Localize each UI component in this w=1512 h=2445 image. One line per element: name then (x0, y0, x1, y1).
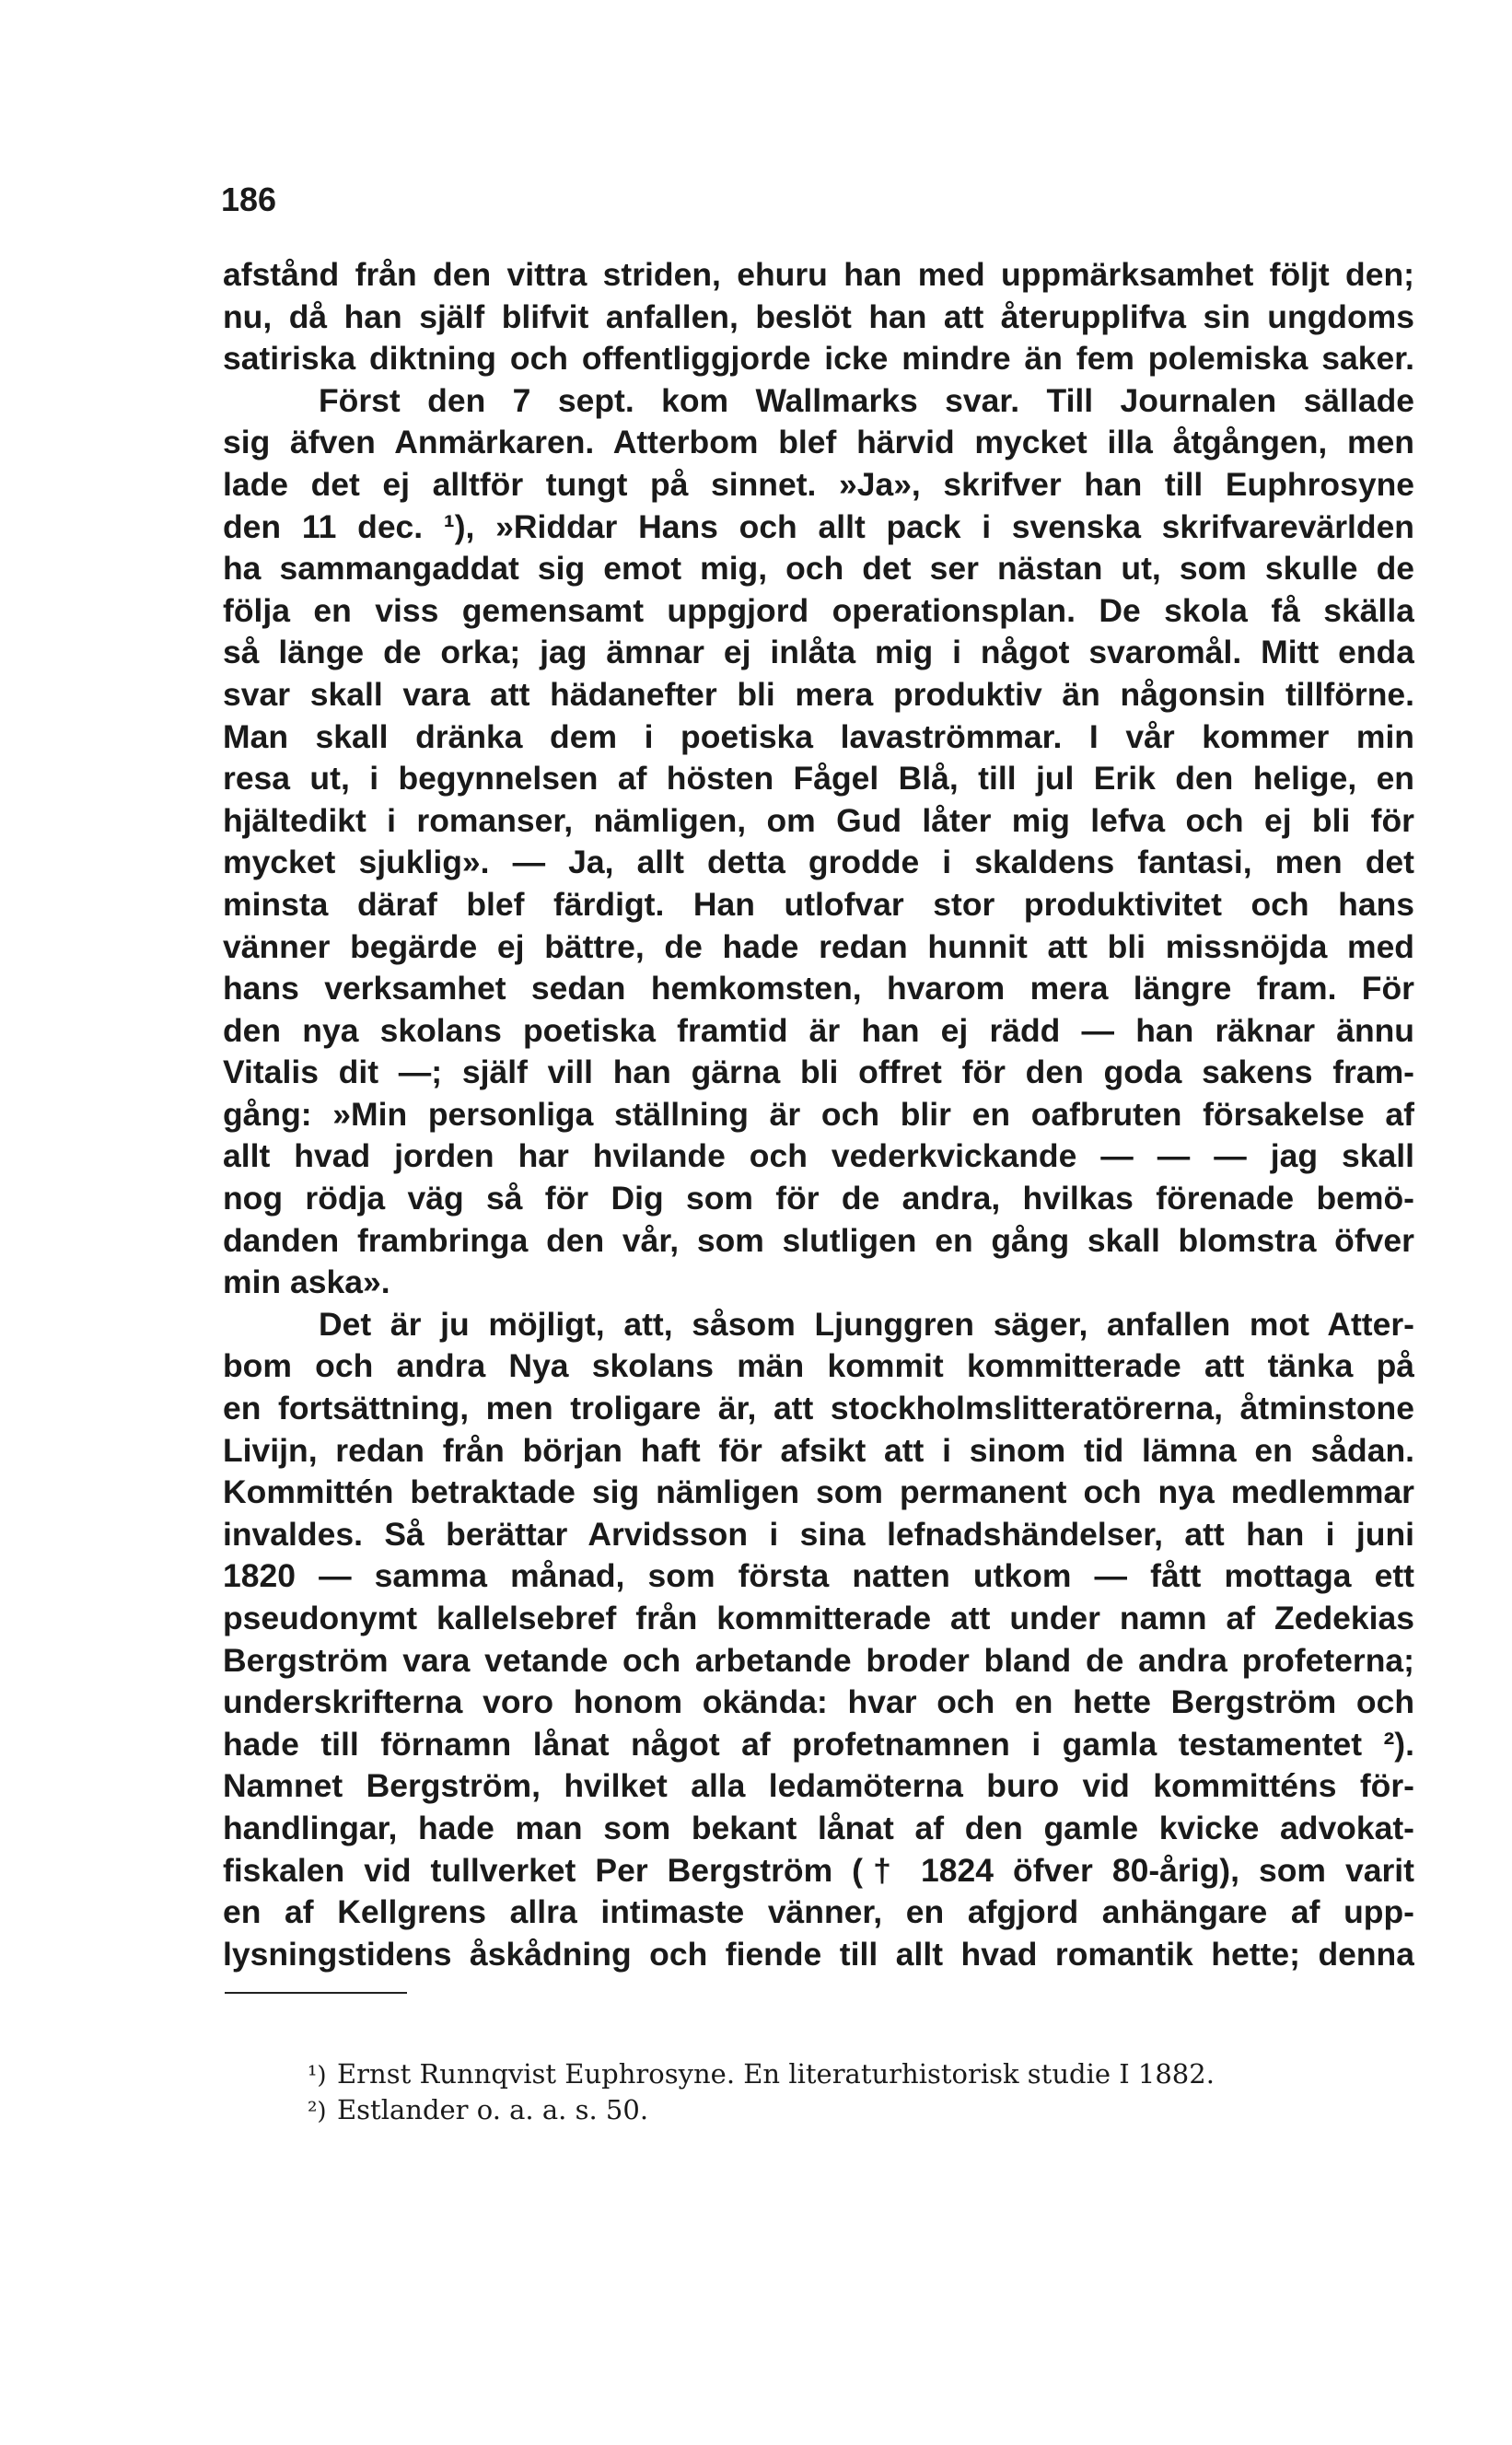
body-line: så länge de orka; jag ämnar ej inlåta mig i något svaromål. Mitt enda (223, 634, 1414, 671)
body-line: danden frambringa den vår, som slutligen en gång skall blomstra öfver (223, 1221, 1414, 1259)
body-line: afstånd från den vittra striden, ehuru han med uppmärksamhet följt den; (223, 256, 1414, 293)
page-number: 186 (221, 180, 277, 218)
body-line: ha sammangaddat sig emot mig, och det ser nästan ut, som skulle de (223, 550, 1414, 588)
body-line: allt hvad jorden har hvilande och vederkvickande — — — jag skall (223, 1137, 1414, 1175)
footnote-mark: ¹) (308, 2062, 327, 2090)
body-line: invaldes. Så berättar Arvidsson i sina lefnadshändelser, att han i juni (223, 1515, 1414, 1553)
body-line: 1820 — samma månad, som första natten utkom — fått mottaga ett (223, 1557, 1414, 1595)
body-line: satiriska diktning och offentliggjorde icke mindre än fem polemiska saker. (223, 340, 1414, 378)
footnote-text: Estlander o. a. a. s. 50. (337, 2094, 649, 2125)
body-line: gång: »Min personliga ställning är och blir en oafbruten försakelse af (223, 1095, 1414, 1133)
body-line: sig äfven Anmärkaren. Atterbom blef härvid mycket illa åtgången, men (223, 424, 1414, 461)
body-line: hade till förnamn lånat något af profetnamnen i gamla testamentet ²). (223, 1725, 1414, 1763)
body-line: Man skall dränka dem i poetiska lavaströmmar. I vår kommer min (223, 717, 1414, 755)
body-line: följa en viss gemensamt uppgjord operationsplan. De skola få skälla (223, 591, 1414, 629)
body-line: Kommittén betraktade sig nämligen som permanent och nya medlemmar (223, 1473, 1414, 1511)
body-line: mycket sjuklig». — Ja, allt detta grodde i skaldens fantasi, men det (223, 844, 1414, 881)
body-line: lade det ej alltför tungt på sinnet. »Ja», skrifver han till Euphrosyne (223, 465, 1414, 503)
body-line: bom och andra Nya skolans män kommit kommitterade att tänka på (223, 1347, 1414, 1385)
body-line: lysningstidens åskådning och fiende till allt hvad romantik hette; denna (223, 1935, 1414, 1973)
body-line: nog rödja väg så för Dig som för de andra, hvilkas förenade bemö- (223, 1180, 1414, 1217)
body-line: minsta däraf blef färdigt. Han utlofvar stor produktivitet och hans (223, 885, 1414, 923)
body-line: pseudonymt kallelsebref från kommitterade att under namn af Zedekias (223, 1600, 1414, 1636)
body-line: Namnet Bergström, hvilket alla ledamöterna buro vid kommitténs för- (223, 1767, 1414, 1805)
footnote (308, 2057, 1215, 2093)
body-line: en af Kellgrens allra intimaste vänner, en afgjord anhängare af upp- (223, 1893, 1414, 1931)
body-text (223, 254, 1414, 1975)
body-line: den 11 dec. ¹), »Riddar Hans och allt pack i svenska skrifvarevärlden (223, 507, 1414, 545)
body-line: underskrifterna voro honom okända: hvar och en hette Bergström och (223, 1683, 1414, 1721)
body-line: Först den 7 sept. kom Wallmarks svar. Till Journalen sällade (319, 381, 1414, 419)
body-line: Bergström vara vetande och arbetande broder bland de andra profeterna; (223, 1641, 1414, 1679)
body-line: den nya skolans poetiska framtid är han ej rädd — han räknar ännu (223, 1011, 1414, 1049)
body-line: en fortsättning, men troligare är, att stockholmslitteratörerna, åtminstone (223, 1390, 1414, 1427)
body-line: min aska». (223, 1263, 390, 1301)
body-line: Det är ju möjligt, att, såsom Ljunggren säger, anfallen mot Atter- (319, 1305, 1414, 1343)
footnote-divider (225, 1992, 407, 1994)
body-line: nu, då han själf blifvit anfallen, beslöt han att återupplifva sin ungdoms (223, 297, 1414, 335)
body-line: hjältedikt i romanser, nämligen, om Gud låter mig lefva och ej bli för (223, 801, 1414, 839)
footnotes (308, 2057, 1215, 2129)
body-line: resa ut, i begynnelsen af hösten Fågel Blå, till jul Erik den helige, en (223, 760, 1414, 798)
footnote-mark: ²) (308, 2098, 327, 2125)
body-line: svar skall vara att hädanefter bli mera produktiv än någonsin tillförne. (223, 675, 1414, 713)
body-line: vänner begärde ej bättre, de hade redan hunnit att bli missnöjda med (223, 927, 1414, 965)
body-line: fiskalen vid tullverket Per Bergström († 1824 öfver 80-årig), som varit (223, 1851, 1414, 1889)
footnote (308, 2093, 1215, 2129)
body-line: handlingar, hade man som bekant lånat af den gamle kvicke advokat- (223, 1809, 1414, 1846)
body-line: Vitalis dit —; själf vill han gärna bli offret för den goda sakens fram- (223, 1054, 1414, 1091)
footnote-text: Ernst Runnqvist Euphrosyne. En literaturhistorisk studie I 1882. (337, 2058, 1215, 2090)
body-line: Livijn, redan från början haft för afsikt att i sinom tid lämna en sådan. (223, 1431, 1414, 1469)
body-line: hans verksamhet sedan hemkomsten, hvarom mera längre fram. För (223, 970, 1414, 1007)
